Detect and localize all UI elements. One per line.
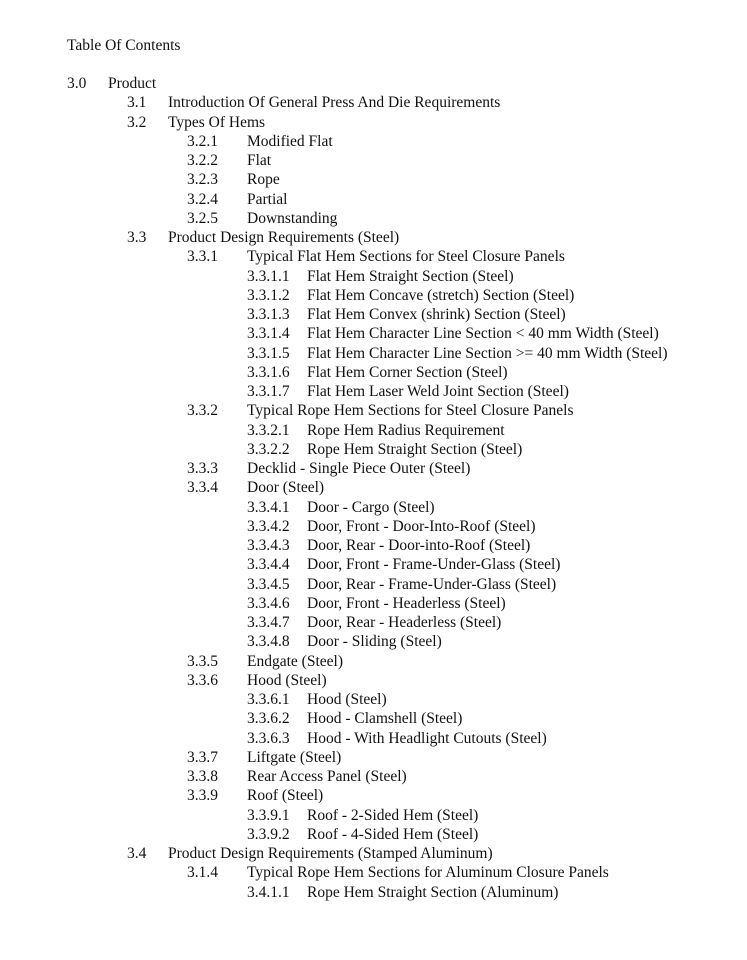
toc-entry-3-3-4-7[interactable] bbox=[0, 613, 747, 632]
toc-entry-3-3-9-1[interactable] bbox=[0, 806, 747, 825]
toc-entry-title: Flat Hem Laser Weld Joint Section (Steel) bbox=[307, 383, 569, 400]
toc-entry-title: Product bbox=[108, 75, 157, 92]
toc-entry-title: Partial bbox=[247, 190, 288, 208]
toc-entry-3-3-4-4[interactable] bbox=[0, 555, 747, 574]
toc-entry-number: 3.3.8 bbox=[187, 768, 218, 785]
toc-entry-3-3-1-2[interactable] bbox=[0, 286, 747, 305]
toc-entry-number: 3.0 bbox=[67, 75, 87, 92]
toc-entry-title: Typical Rope Hem Sections for Steel Closure Panels bbox=[247, 402, 574, 420]
toc-entry-title: Decklid - Single Piece Outer (Steel) bbox=[247, 460, 471, 477]
toc-entry-title: Downstanding bbox=[247, 209, 338, 227]
toc-entry-number: 3.3.2.1 bbox=[247, 421, 290, 439]
toc-entry-title: Hood (Steel) bbox=[307, 691, 387, 708]
toc-entry-3-3-6-1[interactable] bbox=[0, 690, 747, 709]
toc-entry-title: Roof - 2-Sided Hem (Steel) bbox=[307, 806, 479, 824]
toc-entry-title: Door, Rear - Frame-Under-Glass (Steel) bbox=[307, 575, 557, 593]
toc-entry-number: 3.4 bbox=[127, 845, 147, 862]
toc-entry-title: Door, Front - Frame-Under-Glass (Steel) bbox=[307, 556, 561, 574]
toc-entry-title: Flat Hem Concave (stretch) Section (Steel) bbox=[307, 286, 575, 304]
toc-entry-number: 3.3.9.2 bbox=[247, 825, 290, 843]
toc-entry-number: 3.2.5 bbox=[187, 209, 218, 227]
toc-entry-3-1-4[interactable] bbox=[0, 863, 747, 882]
toc-entry-3-3-4-5[interactable] bbox=[0, 575, 747, 594]
toc-entry-3-1[interactable] bbox=[0, 93, 747, 112]
toc-entry-3-3-8[interactable] bbox=[0, 767, 747, 786]
toc-entry-number: 3.3.9 bbox=[187, 787, 218, 805]
toc-entry-title: Hood - With Headlight Cutouts (Steel) bbox=[307, 729, 547, 747]
toc-entry-title: Door, Rear - Door-into-Roof (Steel) bbox=[307, 537, 531, 554]
toc-entry-3-3-1-6[interactable] bbox=[0, 363, 747, 382]
toc-entry-3-3-4[interactable] bbox=[0, 478, 747, 497]
toc-entry-title: Door, Front - Door-Into-Roof (Steel) bbox=[307, 517, 536, 535]
toc-entry-3-2-1[interactable] bbox=[0, 132, 747, 151]
toc-entry-number: 3.3.4.8 bbox=[247, 633, 290, 651]
toc-entry-number: 3.2.4 bbox=[187, 190, 218, 208]
toc-entry-number: 3.3.4.4 bbox=[247, 556, 290, 574]
toc-entry-number: 3.3.1.2 bbox=[247, 286, 290, 304]
toc-entry-3-3-2[interactable] bbox=[0, 401, 747, 420]
toc-entry-number: 3.2 bbox=[127, 113, 147, 131]
toc-entry-number: 3.3.4.2 bbox=[247, 517, 290, 535]
toc-entry-title: Modified Flat bbox=[247, 132, 333, 150]
toc-entry-3-3-1-5[interactable] bbox=[0, 344, 747, 363]
toc-entry-number: 3.3.1.7 bbox=[247, 383, 290, 400]
toc-entry-number: 3.3.1.4 bbox=[247, 325, 290, 343]
toc-entry-3-3-6-3[interactable] bbox=[0, 729, 747, 748]
toc-entry-title: Flat Hem Convex (shrink) Section (Steel) bbox=[307, 306, 566, 323]
toc-entry-3-2-2[interactable] bbox=[0, 151, 747, 170]
toc-entry-title: Typical Flat Hem Sections for Steel Closure Panels bbox=[247, 248, 565, 266]
toc-entry-3-3-1-1[interactable] bbox=[0, 267, 747, 286]
toc-entry-number: 3.1 bbox=[127, 94, 147, 112]
toc-entry-title: Rear Access Panel (Steel) bbox=[247, 768, 407, 785]
toc-entry-title: Typical Rope Hem Sections for Aluminum Closure Panels bbox=[247, 864, 609, 882]
toc-entry-3-3-2-1[interactable] bbox=[0, 421, 747, 440]
toc-entry-number: 3.3.2 bbox=[187, 402, 218, 420]
toc-entry-3-0[interactable] bbox=[0, 74, 747, 93]
toc-entry-3-4-1-1[interactable] bbox=[0, 883, 747, 902]
toc-entry-title: Door - Cargo (Steel) bbox=[307, 498, 435, 516]
toc-entry-number: 3.3 bbox=[127, 229, 147, 246]
toc-entry-title: Rope Hem Straight Section (Aluminum) bbox=[307, 883, 559, 901]
toc-entry-title: Rope Hem Radius Requirement bbox=[307, 421, 505, 439]
toc-entry-number: 3.3.7 bbox=[187, 748, 218, 766]
toc-entry-3-3-4-6[interactable] bbox=[0, 594, 747, 613]
toc-entry-number: 3.3.4.3 bbox=[247, 537, 290, 554]
toc-entry-number: 3.3.3 bbox=[187, 460, 218, 477]
toc-entry-3-3-1-4[interactable] bbox=[0, 324, 747, 343]
toc-entry-title: Flat Hem Straight Section (Steel) bbox=[307, 267, 514, 285]
toc-entry-number: 3.3.1.6 bbox=[247, 363, 290, 381]
toc-entry-3-3-4-3[interactable] bbox=[0, 536, 747, 555]
toc-entry-number: 3.3.6.2 bbox=[247, 710, 290, 728]
toc-entry-3-2-3[interactable] bbox=[0, 170, 747, 189]
toc-entry-number: 3.3.5 bbox=[187, 652, 218, 670]
toc-entry-title: Liftgate (Steel) bbox=[247, 748, 342, 766]
toc-entry-3-3-1[interactable] bbox=[0, 247, 747, 266]
toc-entry-3-3-9-2[interactable] bbox=[0, 825, 747, 844]
toc-entry-title: Flat Hem Character Line Section >= 40 mm Width (Steel) bbox=[307, 344, 668, 362]
toc-entry-title: Door (Steel) bbox=[247, 479, 325, 497]
toc-entry-3-3-5[interactable] bbox=[0, 652, 747, 671]
toc-entry-number: 3.3.4.7 bbox=[247, 614, 290, 631]
toc-entry-3-2-5[interactable] bbox=[0, 209, 747, 228]
toc-heading: Table Of Contents bbox=[67, 37, 181, 54]
toc-entry-number: 3.3.1.1 bbox=[247, 267, 290, 285]
toc-entry-number: 3.3.2.2 bbox=[247, 440, 290, 458]
toc-entry-title: Roof - 4-Sided Hem (Steel) bbox=[307, 825, 479, 843]
toc-entry-title: Roof (Steel) bbox=[247, 787, 324, 805]
toc-entry-title: Endgate (Steel) bbox=[247, 652, 343, 670]
toc-entry-3-3-4-2[interactable] bbox=[0, 517, 747, 536]
toc-entry-3-3-6-2[interactable] bbox=[0, 709, 747, 728]
toc-entry-title: Door - Sliding (Steel) bbox=[307, 633, 442, 651]
toc-entry-number: 3.3.4.5 bbox=[247, 575, 290, 593]
toc-entry-number: 3.3.6 bbox=[187, 671, 218, 689]
toc-entry-title: Flat Hem Character Line Section < 40 mm Width (Steel) bbox=[307, 325, 659, 343]
toc-entry-number: 3.2.3 bbox=[187, 171, 218, 189]
toc-entry-title: Door, Rear - Headerless (Steel) bbox=[307, 614, 502, 631]
toc-entry-number: 3.1.4 bbox=[187, 864, 218, 882]
toc-entry-number: 3.3.6.3 bbox=[247, 729, 290, 747]
toc-entry-3-2-4[interactable] bbox=[0, 190, 747, 209]
toc-entry-title: Flat bbox=[247, 152, 272, 169]
toc-entry-number: 3.3.4.1 bbox=[247, 498, 290, 516]
toc-entry-title: Hood - Clamshell (Steel) bbox=[307, 710, 463, 728]
toc-entry-title: Rope bbox=[247, 171, 280, 189]
toc-entry-title: Introduction Of General Press And Die Requirements bbox=[168, 94, 501, 112]
toc-entry-3-3-7[interactable] bbox=[0, 748, 747, 767]
toc-entry-number: 3.3.1 bbox=[187, 248, 218, 266]
toc-entry-3-3-1-7[interactable] bbox=[0, 382, 747, 401]
toc-entry-title: Product Design Requirements (Steel) bbox=[168, 229, 400, 246]
toc-entry-number: 3.2.1 bbox=[187, 132, 218, 150]
toc-entry-number: 3.3.6.1 bbox=[247, 691, 290, 708]
toc-entry-3-3-4-1[interactable] bbox=[0, 498, 747, 517]
toc-entry-number: 3.3.1.3 bbox=[247, 306, 290, 323]
toc-entry-number: 3.3.4.6 bbox=[247, 594, 290, 612]
toc-entry-title: Flat Hem Corner Section (Steel) bbox=[307, 363, 508, 381]
toc-entry-number: 3.3.4 bbox=[187, 479, 218, 497]
toc-entry-3-3[interactable] bbox=[0, 228, 747, 247]
toc-entry-3-3-6[interactable] bbox=[0, 671, 747, 690]
toc-entry-title: Hood (Steel) bbox=[247, 671, 327, 689]
toc-entry-title: Rope Hem Straight Section (Steel) bbox=[307, 440, 523, 458]
toc-entry-3-2[interactable] bbox=[0, 113, 747, 132]
toc-entry-number: 3.4.1.1 bbox=[247, 883, 290, 901]
toc-entry-3-3-9[interactable] bbox=[0, 786, 747, 805]
toc-entry-3-4[interactable] bbox=[0, 844, 747, 863]
toc-entry-title: Types Of Hems bbox=[168, 113, 266, 131]
toc-entry-title: Door, Front - Headerless (Steel) bbox=[307, 594, 506, 612]
toc-entry-3-3-3[interactable] bbox=[0, 459, 747, 478]
toc-entry-title: Product Design Requirements (Stamped Aluminum) bbox=[168, 845, 493, 862]
toc-entry-number: 3.2.2 bbox=[187, 152, 218, 169]
toc-entry-3-3-1-3[interactable] bbox=[0, 305, 747, 324]
toc-list bbox=[0, 74, 747, 902]
toc-entry-number: 3.3.1.5 bbox=[247, 344, 290, 362]
toc-entry-3-3-2-2[interactable] bbox=[0, 440, 747, 459]
toc-entry-number: 3.3.9.1 bbox=[247, 806, 290, 824]
toc-entry-3-3-4-8[interactable] bbox=[0, 632, 747, 651]
